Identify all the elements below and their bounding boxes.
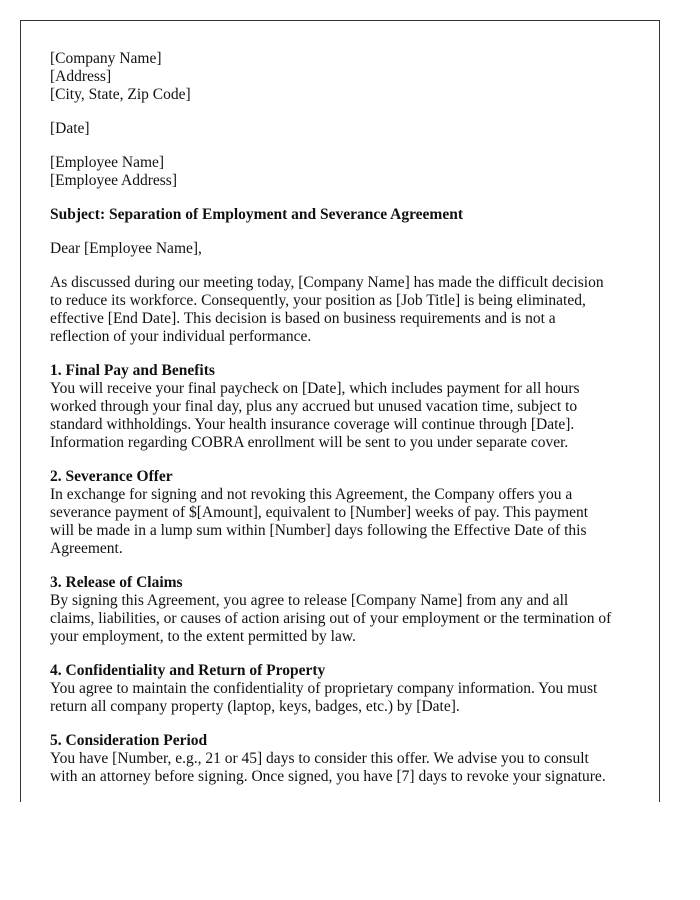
section-title: 4. Confidentiality and Return of Property	[50, 662, 326, 679]
recipient-address: [Employee Address]	[50, 172, 177, 189]
section-line: return all company property (laptop, keys, badges, etc.) by [Date].	[50, 698, 460, 715]
section-consideration-period	[50, 732, 650, 786]
letter-page	[20, 20, 660, 802]
section-line: In exchange for signing and not revoking this Agreement, the Company offers you a	[50, 486, 573, 503]
section-confidentiality	[50, 662, 650, 716]
section-line: You agree to maintain the confidentiality of proprietary company information. You must	[50, 680, 598, 697]
sender-address-block	[50, 50, 650, 104]
section-line: claims, liabilities, or causes of action arising out of your employment or the termination of	[50, 610, 612, 627]
letter-content	[50, 50, 650, 802]
subject-line	[50, 206, 650, 224]
section-line: standard withholdings. Your health insurance coverage will continue through [Date].	[50, 416, 575, 433]
section-line: You have [Number, e.g., 21 or 45] days to consider this offer. We advise you to consult	[50, 750, 589, 767]
intro-paragraph	[50, 274, 650, 346]
section-title: 2. Severance Offer	[50, 468, 173, 485]
section-line: Agreement.	[50, 540, 123, 557]
letter-date: [Date]	[50, 120, 90, 137]
intro-line: effective [End Date]. This decision is based on business requirements and is not a	[50, 310, 556, 327]
section-line: worked through your final day, plus any accrued but unused vacation time, subject to	[50, 398, 578, 415]
intro-line: As discussed during our meeting today, [Company Name] has made the difficult decision	[50, 274, 604, 291]
sender-city-state-zip: [City, State, Zip Code]	[50, 86, 191, 103]
salutation-block	[50, 240, 650, 258]
salutation: Dear [Employee Name],	[50, 240, 202, 257]
date-block	[50, 120, 650, 138]
sender-company-name: [Company Name]	[50, 50, 162, 67]
section-line: will be made in a lump sum within [Number] days following the Effective Date of this	[50, 522, 587, 539]
intro-line: reflection of your individual performance.	[50, 328, 312, 345]
section-line: with an attorney before signing. Once signed, you have [7] days to revoke your signature.	[50, 768, 606, 785]
section-final-pay	[50, 362, 650, 452]
sender-address: [Address]	[50, 68, 112, 85]
section-line: By signing this Agreement, you agree to release [Company Name] from any and all	[50, 592, 569, 609]
subject-text: Subject: Separation of Employment and Severance Agreement	[50, 206, 464, 223]
recipient-name: [Employee Name]	[50, 154, 165, 171]
section-title: 1. Final Pay and Benefits	[50, 362, 215, 379]
section-severance-offer	[50, 468, 650, 558]
section-line: severance payment of $[Amount], equivalent to [Number] weeks of pay. This payment	[50, 504, 589, 521]
section-line: You will receive your final paycheck on [Date], which includes payment for all hours	[50, 380, 580, 397]
recipient-address-block	[50, 154, 650, 190]
section-release-of-claims	[50, 574, 650, 646]
section-line: your employment, to the extent permitted by law.	[50, 628, 356, 645]
section-title: 5. Consideration Period	[50, 732, 208, 749]
intro-line: to reduce its workforce. Consequently, your position as [Job Title] is being eliminated,	[50, 292, 586, 309]
section-title: 3. Release of Claims	[50, 574, 183, 591]
section-line: Information regarding COBRA enrollment will be sent to you under separate cover.	[50, 434, 569, 451]
